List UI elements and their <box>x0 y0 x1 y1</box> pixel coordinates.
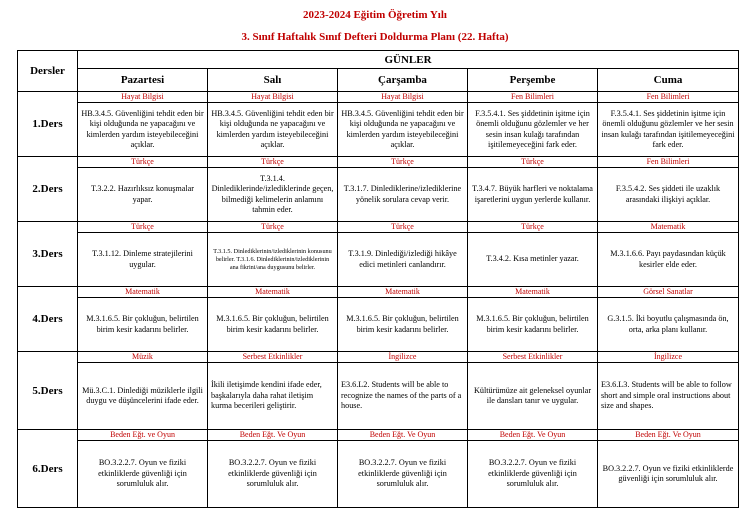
lesson-label: 6.Ders <box>18 430 78 508</box>
lesson-cell <box>338 222 468 287</box>
lesson-cell <box>208 92 338 157</box>
lesson-cell <box>208 430 338 508</box>
table-body <box>18 92 739 508</box>
lesson-cell <box>598 287 739 352</box>
lesson-cell <box>78 222 208 287</box>
outcome-text: M.3.1.6.5. Bir çokluğun, belirtilen birim kesir kadarını belirler. <box>476 314 589 334</box>
lesson-cell <box>78 92 208 157</box>
page-title: 2023-2024 Eğitim Öğretim Yılı <box>303 9 447 21</box>
subject-label: Serbest Etkinlikler <box>208 352 337 363</box>
outcome-text: Kültürümüze ait geleneksel oyunlar ile dansları tanır ve uygular. <box>473 385 592 405</box>
outcome-text: F.3.5.4.1. Ses şiddetinin işitme için önemli olduğunu gözlemler ve her sesin insan kulağı tarafından işitilemeyeceğini fark eder. <box>601 108 735 149</box>
table-row <box>18 352 739 430</box>
subject-label: Beden Eğt. Ve Oyun <box>208 430 337 441</box>
outcome-text: BO.3.2.2.7. Oyun ve fiziki etkinliklerde güvenliği için sorumluluk alır. <box>228 458 317 489</box>
outcome-text: F.3.5.4.1. Ses şiddetinin işitme için önemli olduğunu gözlemler ve her sesin insan kulağı tarafından işitilemeyeceğini fark eder. <box>475 108 590 149</box>
day-header: Çarşamba <box>338 69 468 92</box>
outcome-text: BO.3.2.2.7. Oyun ve fiziki etkinliklerde güvenliği için sorumluluk alır. <box>602 463 734 483</box>
table-row <box>18 287 739 352</box>
subject-label: Matematik <box>338 287 467 298</box>
outcome-text: M.3.1.6.5. Bir çokluğun, belirtilen birim kesir kadarını belirler. <box>216 314 329 334</box>
day-header-row <box>18 69 739 92</box>
outcome-text: HB.3.4.5. Güvenliğini tehdit eden bir kişi olduğunda ne yapacağını ve kimlerden yardım isteyebileceğini açıklar. <box>211 108 334 149</box>
outcome-text: T.3.1.12. Dinleme stratejilerini uygular. <box>92 249 193 269</box>
lesson-cell <box>338 287 468 352</box>
subject-label: Görsel Sanatlar <box>598 287 738 298</box>
subject-label: Fen Bilimleri <box>598 92 738 103</box>
lesson-cell <box>208 157 338 222</box>
lesson-cell <box>468 157 598 222</box>
subject-label: Beden Eğt. Ve Oyun <box>468 430 597 441</box>
outcome-text: T.3.1.7. Dinlediklerine/izlediklerine yönelik sorulara cevap verir. <box>343 184 462 204</box>
day-header: Cuma <box>598 69 739 92</box>
subject-label: Matematik <box>468 287 597 298</box>
outcome-text: BO.3.2.2.7. Oyun ve fiziki etkinliklerde güvenliği için sorumluluk alır. <box>488 458 577 489</box>
lesson-label: 3.Ders <box>18 222 78 287</box>
lesson-cell <box>338 430 468 508</box>
lesson-label: 1.Ders <box>18 92 78 157</box>
lesson-label: 5.Ders <box>18 352 78 430</box>
subject-label: Matematik <box>78 287 207 298</box>
subject-label: Hayat Bilgisi <box>338 92 467 103</box>
subject-label: Matematik <box>208 287 337 298</box>
table-row <box>18 430 739 508</box>
lesson-cell <box>468 352 598 430</box>
day-header: Salı <box>208 69 338 92</box>
outcome-text: T.3.4.2. Kısa metinler yazar. <box>486 254 579 264</box>
lesson-cell <box>208 222 338 287</box>
outcome-text: HB.3.4.5. Güvenliğini tehdit eden bir kişi olduğunda ne yapacağını ve kimlerden yardım isteyebileceğini açıklar. <box>341 108 464 149</box>
subject-label: İngilizce <box>338 352 467 363</box>
lesson-cell <box>598 92 739 157</box>
lesson-cell <box>468 287 598 352</box>
subject-label: Fen Bilimleri <box>468 92 597 103</box>
lesson-cell <box>598 157 739 222</box>
outcome-text: E3.6.L2. Students will be able to recognize the names of the parts of a house. <box>341 380 462 411</box>
day-header: Pazartesi <box>78 69 208 92</box>
header-dersler: Dersler <box>18 51 78 92</box>
lesson-cell <box>78 430 208 508</box>
table-row <box>18 92 739 157</box>
outcome-text: Mü.3.C.1. Dinlediği müziklerle ilgili duygu ve düşüncelerini ifade eder. <box>82 385 203 405</box>
lesson-cell <box>468 222 598 287</box>
day-header: Perşembe <box>468 69 598 92</box>
lesson-cell <box>208 352 338 430</box>
lesson-cell <box>78 287 208 352</box>
outcome-text: T.3.1.5. Dinlediklerinin/izlediklerinin konusunu belirler. T.3.1.6. Dinlediklerinin/izlediklerinin ana fikrini/ana duygusunu belirler. <box>213 247 332 271</box>
subject-label: Türkçe <box>78 222 207 233</box>
table-row <box>18 157 739 222</box>
subject-label: Hayat Bilgisi <box>208 92 337 103</box>
outcome-text: BO.3.2.2.7. Oyun ve fiziki etkinliklerde güvenliği için sorumluluk alır. <box>358 458 447 489</box>
subject-label: Türkçe <box>78 157 207 168</box>
subject-label: Serbest Etkinlikler <box>468 352 597 363</box>
lesson-cell <box>598 430 739 508</box>
lesson-cell <box>338 92 468 157</box>
outcome-text: T.3.4.7. Büyük harfleri ve noktalama işaretlerini uygun yerlerde kullanır. <box>472 184 593 204</box>
subject-label: Fen Bilimleri <box>598 157 738 168</box>
subject-label: Beden Eğt. ve Oyun <box>78 430 207 441</box>
outcome-text: M.3.1.6.5. Bir çokluğun, belirtilen birim kesir kadarını belirler. <box>346 314 459 334</box>
lesson-cell <box>598 352 739 430</box>
lesson-cell <box>598 222 739 287</box>
outcome-text: E3.6.L3. Students will be able to follow short and simple oral instructions about size and shapes. <box>601 380 732 411</box>
subject-label: Matematik <box>598 222 738 233</box>
subject-label: Türkçe <box>208 222 337 233</box>
lesson-cell <box>338 352 468 430</box>
subject-label: İngilizce <box>598 352 738 363</box>
outcome-text: BO.3.2.2.7. Oyun ve fiziki etkinliklerde güvenliği için sorumluluk alır. <box>98 458 187 489</box>
subject-label: Müzik <box>78 352 207 363</box>
page-subtitle: 3. Sınıf Haftalık Sınıf Defteri Doldurma Planı (22. Hafta) <box>241 31 509 43</box>
lesson-cell <box>338 157 468 222</box>
subject-label: Türkçe <box>338 222 467 233</box>
header-gunler: GÜNLER <box>78 51 739 69</box>
outcome-text: İkili iletişimde kendini ifade eder, başkalarıyla daha rahat iletişim kurma becerileri geliştirir. <box>211 380 322 411</box>
outcome-text: T.3.1.4. Dinlediklerinde/izlediklerinde geçen, bilmediği kelimelerin anlamını tahmin eder. <box>211 173 334 214</box>
lesson-cell <box>468 92 598 157</box>
outcome-text: T.3.2.2. Hazırlıksız konuşmalar yapar. <box>90 184 195 204</box>
lesson-cell <box>78 157 208 222</box>
lesson-cell <box>78 352 208 430</box>
lesson-cell <box>208 287 338 352</box>
subject-label: Beden Eğt. Ve Oyun <box>598 430 738 441</box>
subject-label: Türkçe <box>338 157 467 168</box>
lesson-label: 4.Ders <box>18 287 78 352</box>
outcome-text: M.3.1.6.5. Bir çokluğun, belirtilen birim kesir kadarını belirler. <box>86 314 199 334</box>
outcome-text: M.3.1.6.6. Payı paydasından küçük kesirler elde eder. <box>610 249 726 269</box>
subject-label: Beden Eğt. Ve Oyun <box>338 430 467 441</box>
subject-label: Türkçe <box>468 222 597 233</box>
outcome-text: F.3.5.4.2. Ses şiddeti ile uzaklık arasındaki ilişkiyi açıklar. <box>615 184 721 204</box>
outcome-text: HB.3.4.5. Güvenliğini tehdit eden bir kişi olduğunda ne yapacağını ve kimlerden yardım isteyebileceğini açıklar. <box>81 108 204 149</box>
subject-label: Türkçe <box>208 157 337 168</box>
outcome-text: T.3.1.9. Dinlediği/izlediği hikâye edici metinleri canlandırır. <box>348 249 457 269</box>
table-row <box>18 222 739 287</box>
lesson-cell <box>468 430 598 508</box>
subject-label: Hayat Bilgisi <box>78 92 207 103</box>
weekly-plan-table <box>17 50 739 508</box>
subject-label: Türkçe <box>468 157 597 168</box>
outcome-text: G.3.1.5. İki boyutlu çalışmasında ön, orta, arka planı kullanır. <box>607 314 729 334</box>
lesson-label: 2.Ders <box>18 157 78 222</box>
